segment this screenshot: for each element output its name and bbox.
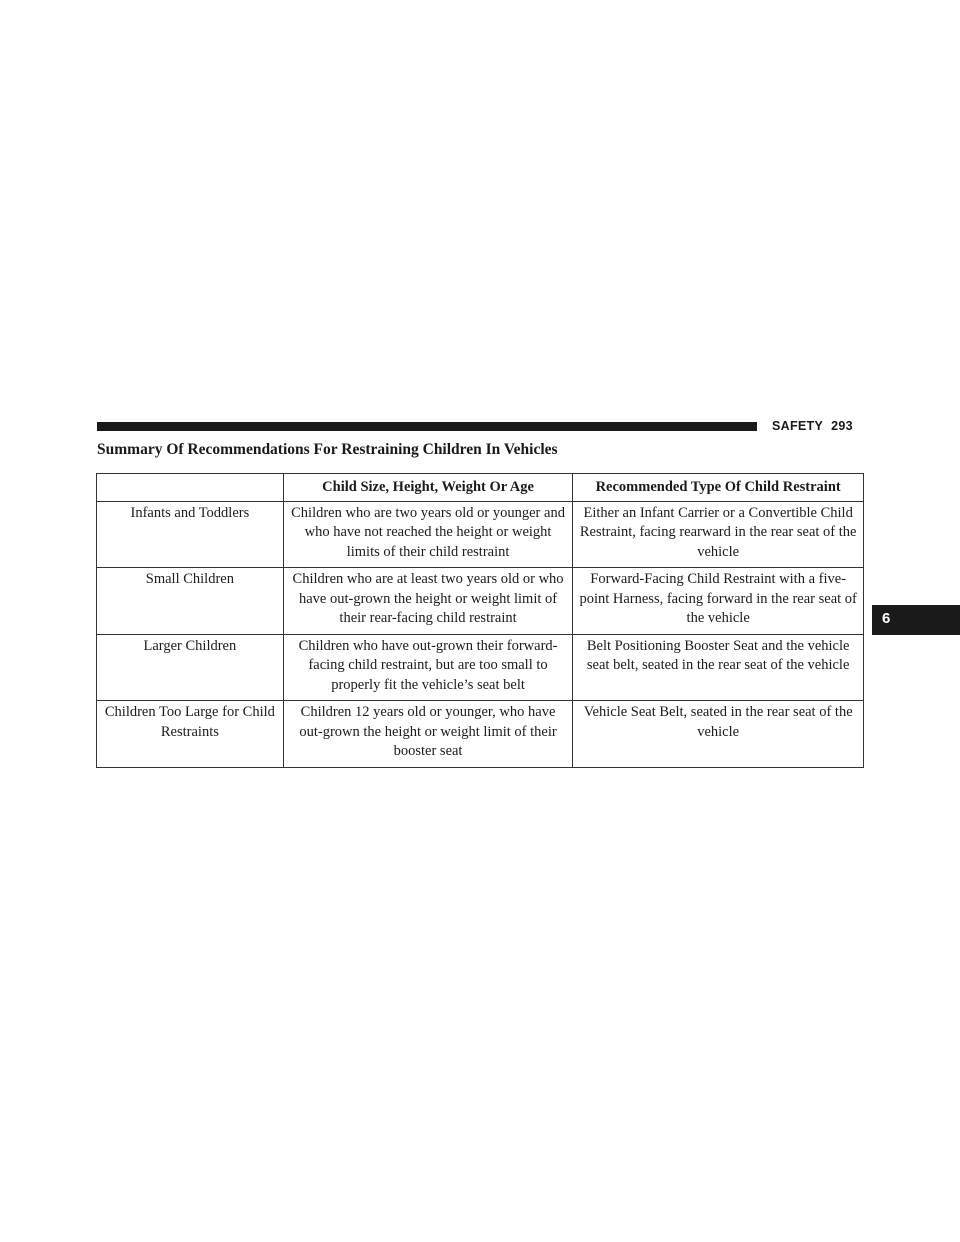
table-row [97, 501, 864, 568]
cell-restraint: Forward-Facing Child Restraint with a five-point Harness, facing forward in the rear seat of the vehicle [573, 568, 864, 635]
section-tab [872, 605, 960, 635]
header-section-label: SAFETY [772, 419, 824, 433]
cell-category: Larger Children [97, 634, 284, 701]
table-row [97, 701, 864, 768]
cell-restraint: Vehicle Seat Belt, seated in the rear seat of the vehicle [573, 701, 864, 768]
cell-size: Children who are two years old or younger and who have not reached the height or weight limits of their child restraint [283, 501, 573, 568]
column-header-category [97, 474, 284, 502]
cell-size: Children who have out-grown their forward-facing child restraint, but are too small to properly fit the vehicle’s seat belt [283, 634, 573, 701]
cell-size: Children 12 years old or younger, who have out-grown the height or weight limit of their booster seat [283, 701, 573, 768]
cell-restraint: Belt Positioning Booster Seat and the vehicle seat belt, seated in the rear seat of the vehicle [573, 634, 864, 701]
table-header-row [97, 474, 864, 502]
table-row [97, 634, 864, 701]
cell-category: Small Children [97, 568, 284, 635]
column-header-size: Child Size, Height, Weight Or Age [283, 474, 573, 502]
cell-category: Children Too Large for Child Restraints [97, 701, 284, 768]
column-header-restraint: Recommended Type Of Child Restraint [573, 474, 864, 502]
page-number: 293 [831, 419, 853, 433]
section-tab-label: 6 [882, 610, 891, 627]
cell-size: Children who are at least two years old or who have out-grown the height or weight limit of their rear-facing child restraint [283, 568, 573, 635]
recommendations-table [96, 473, 864, 768]
header-rule [97, 422, 757, 431]
section-title: Summary Of Recommendations For Restraining Children In Vehicles [97, 441, 558, 458]
cell-restraint: Either an Infant Carrier or a Convertible Child Restraint, facing rearward in the rear seat of the vehicle [573, 501, 864, 568]
cell-category: Infants and Toddlers [97, 501, 284, 568]
table-row [97, 568, 864, 635]
running-header [772, 419, 853, 433]
